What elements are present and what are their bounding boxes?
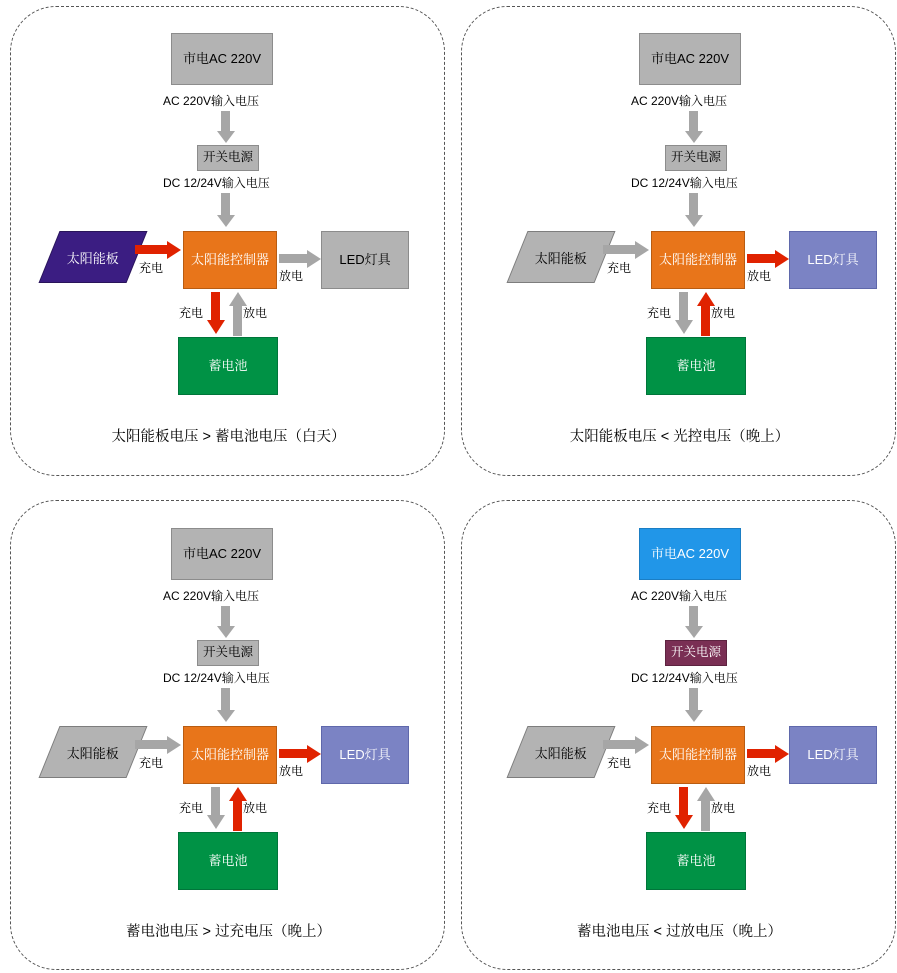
arrow-charge-solar-4 xyxy=(603,736,651,754)
arrow-charge-solar-1 xyxy=(135,241,183,259)
node-controller-2: 太阳能控制器 xyxy=(651,231,745,289)
node-led-2: LED灯具 xyxy=(789,231,877,289)
label-discharge-led-4: 放电 xyxy=(747,764,772,778)
panel-3-stage xyxy=(11,501,446,971)
node-mains-4: 市电AC 220V xyxy=(639,528,741,580)
node-solar-panel-4-label: 太阳能板 xyxy=(534,745,587,761)
arrow-charge-battery-2 xyxy=(675,292,693,336)
arrow-dc-input-3 xyxy=(217,688,235,724)
node-mains-3: 市电AC 220V xyxy=(171,528,273,580)
node-controller-3: 太阳能控制器 xyxy=(183,726,277,784)
node-controller-4: 太阳能控制器 xyxy=(651,726,745,784)
arrow-charge-battery-4 xyxy=(675,787,693,831)
node-controller-1: 太阳能控制器 xyxy=(183,231,277,289)
label-discharge-led-1: 放电 xyxy=(279,269,304,283)
arrow-ac-input-3 xyxy=(217,606,235,638)
node-solar-panel-2 xyxy=(506,231,615,283)
label-discharge-battery-1: 放电 xyxy=(243,306,268,320)
panel-night-light-control xyxy=(461,6,896,476)
label-charge-solar-3: 充电 xyxy=(139,756,164,770)
panel-2-stage xyxy=(462,7,897,477)
label-discharge-battery-4: 放电 xyxy=(711,801,736,815)
arrow-dc-input-4 xyxy=(685,688,703,724)
label-dc-input-4: DC 12/24V输入电压 xyxy=(631,671,738,685)
label-charge-battery-1: 充电 xyxy=(179,306,204,320)
node-mains-1: 市电AC 220V xyxy=(171,33,273,85)
label-dc-input-2: DC 12/24V输入电压 xyxy=(631,176,738,190)
arrow-discharge-led-1 xyxy=(279,250,323,268)
label-ac-input-1: AC 220V输入电压 xyxy=(163,94,260,108)
node-led-1: LED灯具 xyxy=(321,231,409,289)
panel-1-stage xyxy=(11,7,446,477)
node-psu-3: 开关电源 xyxy=(197,640,259,666)
arrow-ac-input-2 xyxy=(685,111,703,143)
panel-4-caption: 蓄电池电压 < 过放电压（晚上） xyxy=(576,924,783,940)
node-led-4: LED灯具 xyxy=(789,726,877,784)
panel-2-caption: 太阳能板电压 < 光控电压（晚上） xyxy=(569,429,790,445)
panel-3-caption: 蓄电池电压 > 过充电压（晚上） xyxy=(125,924,332,940)
label-charge-solar-2: 充电 xyxy=(607,261,632,275)
arrow-dc-input-1 xyxy=(217,193,235,229)
node-solar-panel-1-label: 太阳能板 xyxy=(66,250,119,266)
label-discharge-battery-3: 放电 xyxy=(243,801,268,815)
arrow-dc-input-2 xyxy=(685,193,703,229)
node-mains-2: 市电AC 220V xyxy=(639,33,741,85)
node-psu-1: 开关电源 xyxy=(197,145,259,171)
arrow-ac-input-4 xyxy=(685,606,703,638)
node-battery-1: 蓄电池 xyxy=(178,337,278,395)
label-charge-battery-2: 充电 xyxy=(647,306,672,320)
label-discharge-led-2: 放电 xyxy=(747,269,772,283)
label-charge-battery-3: 充电 xyxy=(179,801,204,815)
arrow-discharge-led-2 xyxy=(747,250,791,268)
label-ac-input-2: AC 220V输入电压 xyxy=(631,94,728,108)
node-led-3: LED灯具 xyxy=(321,726,409,784)
label-dc-input-3: DC 12/24V输入电压 xyxy=(163,671,270,685)
node-battery-4: 蓄电池 xyxy=(646,832,746,890)
node-psu-2: 开关电源 xyxy=(665,145,727,171)
arrow-discharge-led-4 xyxy=(747,745,791,763)
arrow-ac-input-1 xyxy=(217,111,235,143)
node-psu-4: 开关电源 xyxy=(665,640,727,666)
label-ac-input-3: AC 220V输入电压 xyxy=(163,589,260,603)
label-ac-input-4: AC 220V输入电压 xyxy=(631,589,728,603)
label-charge-battery-4: 充电 xyxy=(647,801,672,815)
label-charge-solar-4: 充电 xyxy=(607,756,632,770)
node-solar-panel-2-label: 太阳能板 xyxy=(534,250,587,266)
node-solar-panel-3-label: 太阳能板 xyxy=(66,745,119,761)
arrow-discharge-led-3 xyxy=(279,745,323,763)
node-solar-panel-3 xyxy=(38,726,147,778)
node-solar-panel-4 xyxy=(506,726,615,778)
label-charge-solar-1: 充电 xyxy=(139,261,164,275)
arrow-charge-solar-2 xyxy=(603,241,651,259)
node-solar-panel-1 xyxy=(38,231,147,283)
arrow-charge-battery-3 xyxy=(207,787,225,831)
panel-4-stage xyxy=(462,501,897,971)
panel-1-caption: 太阳能板电压 > 蓄电池电压（白天） xyxy=(111,429,346,445)
label-discharge-led-3: 放电 xyxy=(279,764,304,778)
arrow-charge-solar-3 xyxy=(135,736,183,754)
panel-day-solar-charging xyxy=(10,6,445,476)
arrow-charge-battery-1 xyxy=(207,292,225,336)
panel-night-overcharge xyxy=(10,500,445,970)
node-battery-2: 蓄电池 xyxy=(646,337,746,395)
label-dc-input-1: DC 12/24V输入电压 xyxy=(163,176,270,190)
label-discharge-battery-2: 放电 xyxy=(711,306,736,320)
panel-night-overdischarge xyxy=(461,500,896,970)
node-battery-3: 蓄电池 xyxy=(178,832,278,890)
